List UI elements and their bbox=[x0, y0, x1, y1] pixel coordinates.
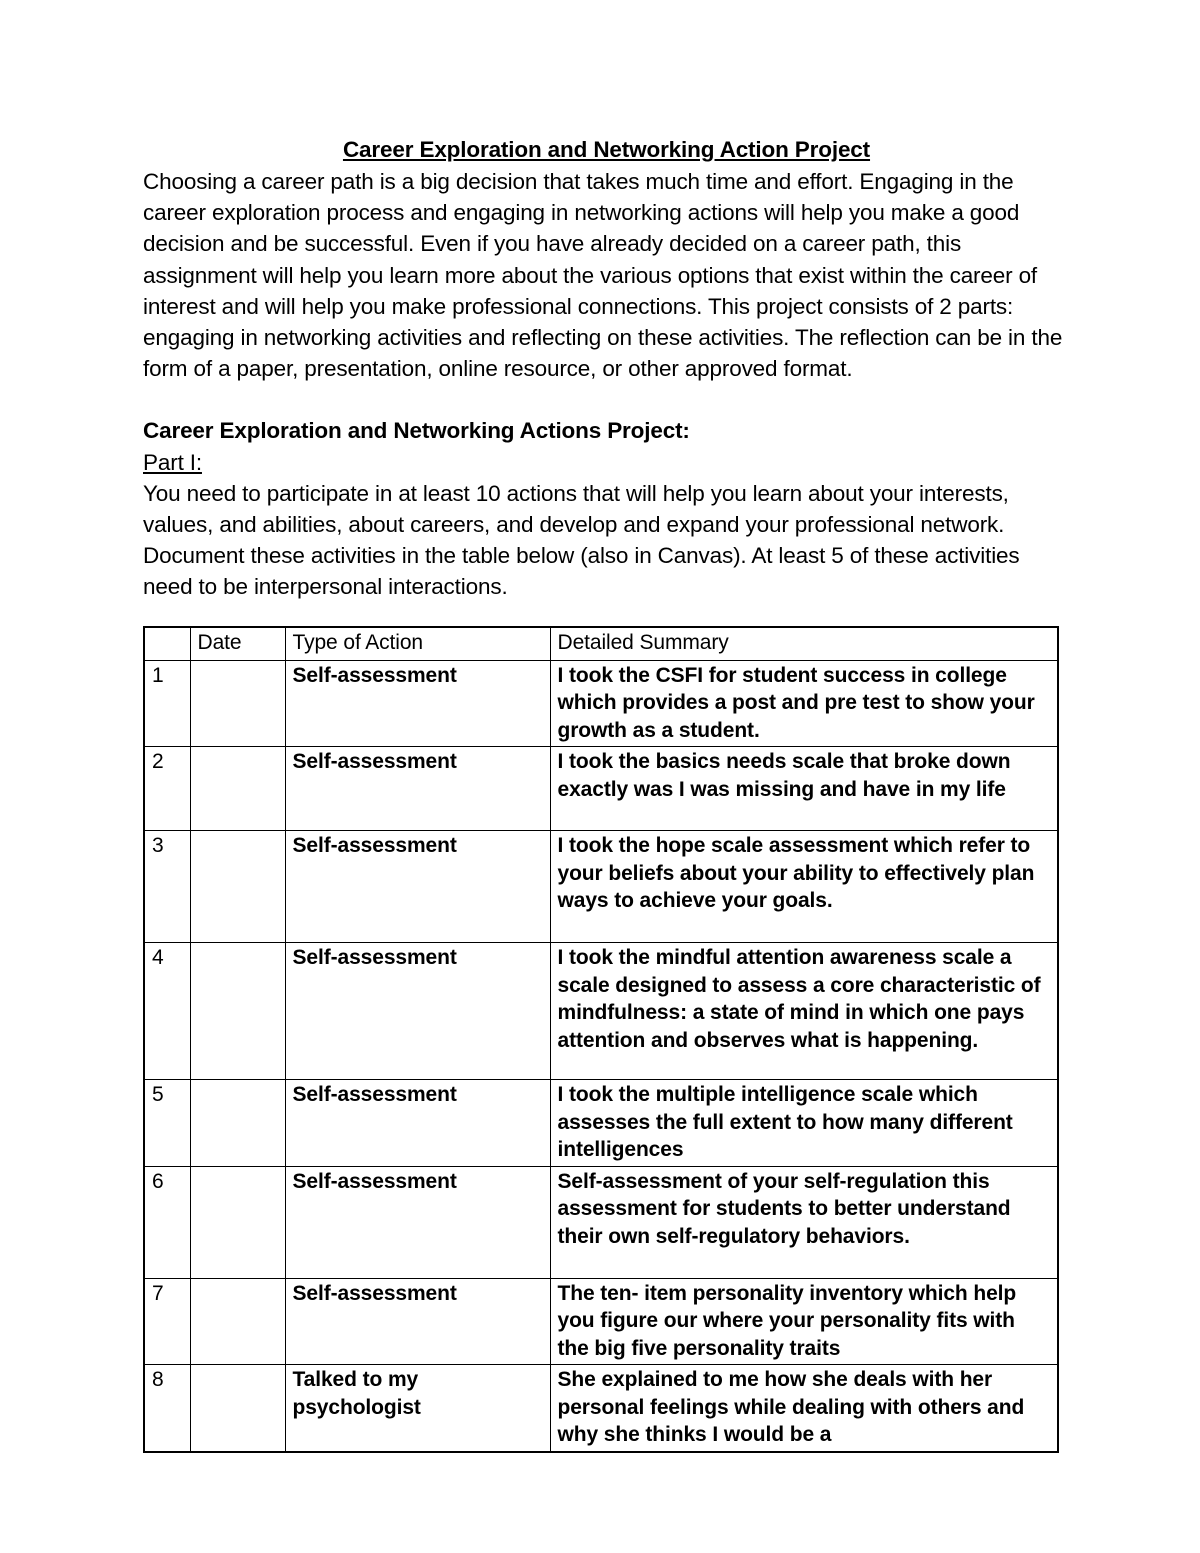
row-number: 6 bbox=[144, 1166, 190, 1278]
part-label bbox=[143, 447, 1070, 478]
row-date[interactable] bbox=[190, 831, 285, 943]
row-detailed-summary[interactable]: The ten- item personality inventory which help you figure our where your personality fits with the big five personality traits bbox=[550, 1278, 1058, 1365]
column-header-number bbox=[144, 627, 190, 661]
table-row bbox=[144, 831, 1058, 943]
row-detailed-summary[interactable]: I took the mindful attention awareness scale a scale designed to assess a core characteristic of mindfulness: a state of mind in which one pays attention and observes what is happening. bbox=[550, 943, 1058, 1080]
row-date[interactable] bbox=[190, 1080, 285, 1167]
page-title-text: Career Exploration and Networking Action Project bbox=[342, 137, 871, 162]
row-type-of-action[interactable]: Self-assessment bbox=[285, 1166, 550, 1278]
row-number: 8 bbox=[144, 1365, 190, 1452]
table-header bbox=[144, 627, 1058, 661]
row-date[interactable] bbox=[190, 1166, 285, 1278]
row-detailed-summary[interactable]: She explained to me how she deals with her personal feelings while dealing with others and why she thinks I would be a bbox=[550, 1365, 1058, 1452]
row-number: 5 bbox=[144, 1080, 190, 1167]
row-number: 2 bbox=[144, 747, 190, 831]
column-header-detailed-summary: Detailed Summary bbox=[550, 627, 1058, 661]
row-type-of-action[interactable]: Talked to my psychologist bbox=[285, 1365, 550, 1452]
table-row bbox=[144, 1080, 1058, 1167]
actions-table bbox=[143, 626, 1059, 1453]
part-instructions: You need to participate in at least 10 actions that will help you learn about your interests, values, and abilities, about careers, and develop and expand your professional network. Document these activities in the table below (also in Canvas). At least 5 of these activities need to be interpersonal interactions. bbox=[143, 480, 1020, 600]
row-number: 4 bbox=[144, 943, 190, 1080]
table-row bbox=[144, 1166, 1058, 1278]
row-detailed-summary[interactable]: Self-assessment of your self-regulation this assessment for students to better understand their own self-regulatory behaviors. bbox=[550, 1166, 1058, 1278]
paragraph-spacer bbox=[143, 384, 1070, 415]
actions-table-wrapper bbox=[143, 626, 1057, 1453]
row-detailed-summary[interactable]: I took the basics needs scale that broke down exactly was I was missing and have in my life bbox=[550, 747, 1058, 831]
page-title bbox=[143, 136, 1070, 164]
row-type-of-action[interactable]: Self-assessment bbox=[285, 943, 550, 1080]
row-date[interactable] bbox=[190, 1365, 285, 1452]
row-date[interactable] bbox=[190, 660, 285, 747]
row-number: 1 bbox=[144, 660, 190, 747]
column-header-type-of-action: Type of Action bbox=[285, 627, 550, 661]
section-heading: Career Exploration and Networking Actions Project: bbox=[143, 418, 690, 444]
table-body bbox=[144, 660, 1058, 1452]
part-label-text: Part I: bbox=[143, 449, 202, 475]
row-type-of-action[interactable]: Self-assessment bbox=[285, 1278, 550, 1365]
row-detailed-summary[interactable]: I took the hope scale assessment which refer to your beliefs about your ability to effectively plan ways to achieve your goals. bbox=[550, 831, 1058, 943]
table-row bbox=[144, 747, 1058, 831]
intro-paragraph: Choosing a career path is a big decision that takes much time and effort. Engaging in the career exploration process and engaging in networking actions will help you make a good decision and be successful. Even if you have already decided on a career path, this assignment will help you learn more about the various options that exist within the career of interest and will help you make professional connections. This project consists of 2 parts: engaging in networking activities and reflecting on these activities. The reflection can be in the form of a paper, presentation, online resource, or other approved format. bbox=[143, 168, 1063, 382]
row-number: 3 bbox=[144, 831, 190, 943]
column-header-date: Date bbox=[190, 627, 285, 661]
row-type-of-action[interactable]: Self-assessment bbox=[285, 831, 550, 943]
row-number: 7 bbox=[144, 1278, 190, 1365]
table-row bbox=[144, 660, 1058, 747]
table-row bbox=[144, 943, 1058, 1080]
row-detailed-summary[interactable]: I took the multiple intelligence scale which assesses the full extent to how many different intelligences bbox=[550, 1080, 1058, 1167]
row-detailed-summary[interactable]: I took the CSFI for student success in college which provides a post and pre test to show your growth as a student. bbox=[550, 660, 1058, 747]
table-row bbox=[144, 1278, 1058, 1365]
row-date[interactable] bbox=[190, 747, 285, 831]
table-row bbox=[144, 1365, 1058, 1452]
row-date[interactable] bbox=[190, 1278, 285, 1365]
table-header-row bbox=[144, 627, 1058, 661]
row-type-of-action[interactable]: Self-assessment bbox=[285, 747, 550, 831]
row-date[interactable] bbox=[190, 943, 285, 1080]
row-type-of-action[interactable]: Self-assessment bbox=[285, 660, 550, 747]
row-type-of-action[interactable]: Self-assessment bbox=[285, 1080, 550, 1167]
